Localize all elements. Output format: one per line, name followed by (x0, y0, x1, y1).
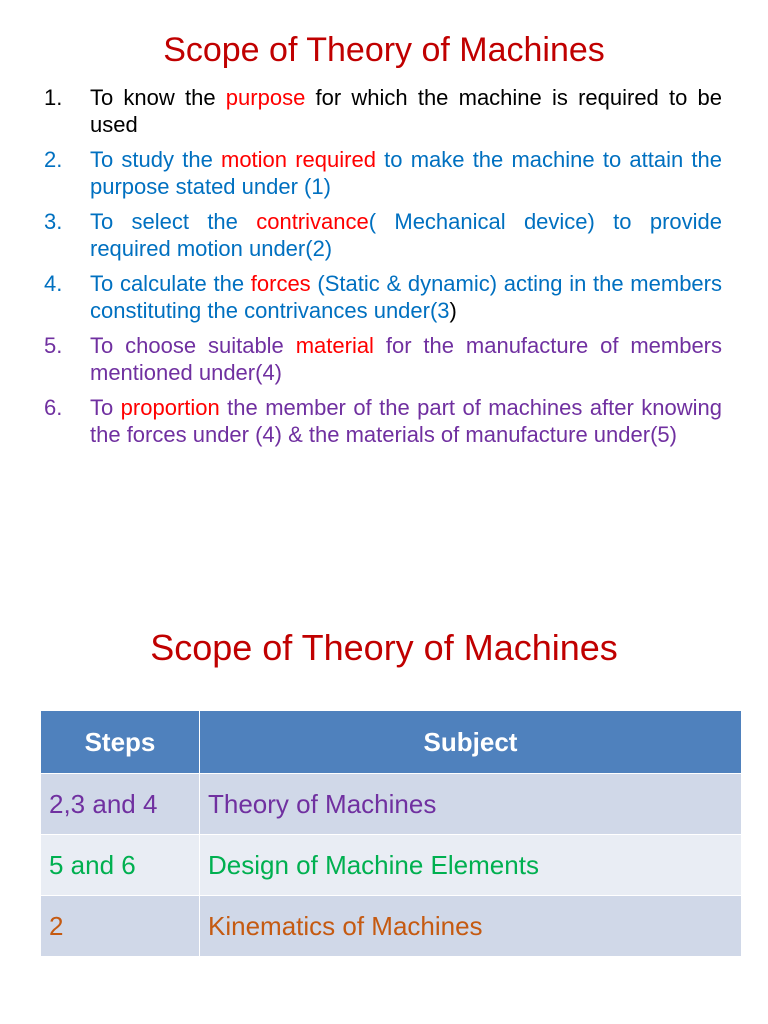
list-item-highlight: forces (250, 271, 311, 296)
list-item-number: 1. (44, 85, 63, 110)
list-item-number: 4. (44, 271, 63, 296)
list-item-text: To know the (90, 85, 226, 110)
cell-subject: Theory of Machines (200, 774, 742, 835)
list-item-text: (Static & dynamic) acting in the members constituting the contrivances under(3 (90, 271, 722, 323)
list-item-text: To select the (90, 209, 257, 234)
table-row (41, 896, 742, 957)
list-item-number: 5. (44, 333, 63, 358)
cell-steps: 2,3 and 4 (41, 774, 200, 835)
list-item-highlight: material (295, 333, 374, 358)
list-item-highlight: motion required (221, 147, 376, 172)
list-item-text: ) (449, 298, 457, 323)
header-subject: Subject (200, 711, 742, 774)
header-steps: Steps (41, 711, 200, 774)
list-item (44, 208, 722, 262)
list-item-text: for which the machine is required to be used (90, 85, 723, 137)
cell-subject: Design of Machine Elements (200, 835, 742, 896)
list-item-text: To study the (90, 147, 221, 172)
list-item-text: To calculate the (90, 271, 251, 296)
list-item (44, 332, 722, 386)
table-header-row (41, 711, 742, 774)
scope-list (44, 84, 722, 456)
list-item-number: 2. (44, 147, 63, 172)
list-item-number: 6. (44, 395, 63, 420)
list-item-highlight: purpose (225, 85, 306, 110)
list-item-text: for the manufacture of members mentioned under(4) (90, 333, 723, 385)
cell-steps: 2 (41, 896, 200, 957)
list-item (44, 84, 722, 138)
steps-subject-table (40, 710, 742, 957)
slide-title-bottom: Scope of Theory of Machines (150, 627, 618, 668)
list-item (44, 146, 722, 200)
cell-subject: Kinematics of Machines (200, 896, 742, 957)
list-item-text: To (90, 395, 121, 420)
list-item-text: the member of the part of machines after knowing the forces under (4) & the materials of manufacture under(5) (90, 395, 722, 447)
list-item-text: To choose suitable (90, 333, 296, 358)
table-row (41, 835, 742, 896)
list-item (44, 270, 722, 324)
list-item-highlight: proportion (120, 395, 220, 420)
list-item-text: ( Mechanical device) to provide required motion under(2) (90, 209, 722, 261)
slide-title-top: Scope of Theory of Machines (163, 31, 605, 69)
list-item (44, 394, 722, 448)
cell-steps: 5 and 6 (41, 835, 200, 896)
list-item-text: to make the machine to attain the purpose stated under (1) (90, 147, 722, 199)
list-item-number: 3. (44, 209, 63, 234)
list-item-highlight: contrivance (256, 209, 369, 234)
table-row (41, 774, 742, 835)
